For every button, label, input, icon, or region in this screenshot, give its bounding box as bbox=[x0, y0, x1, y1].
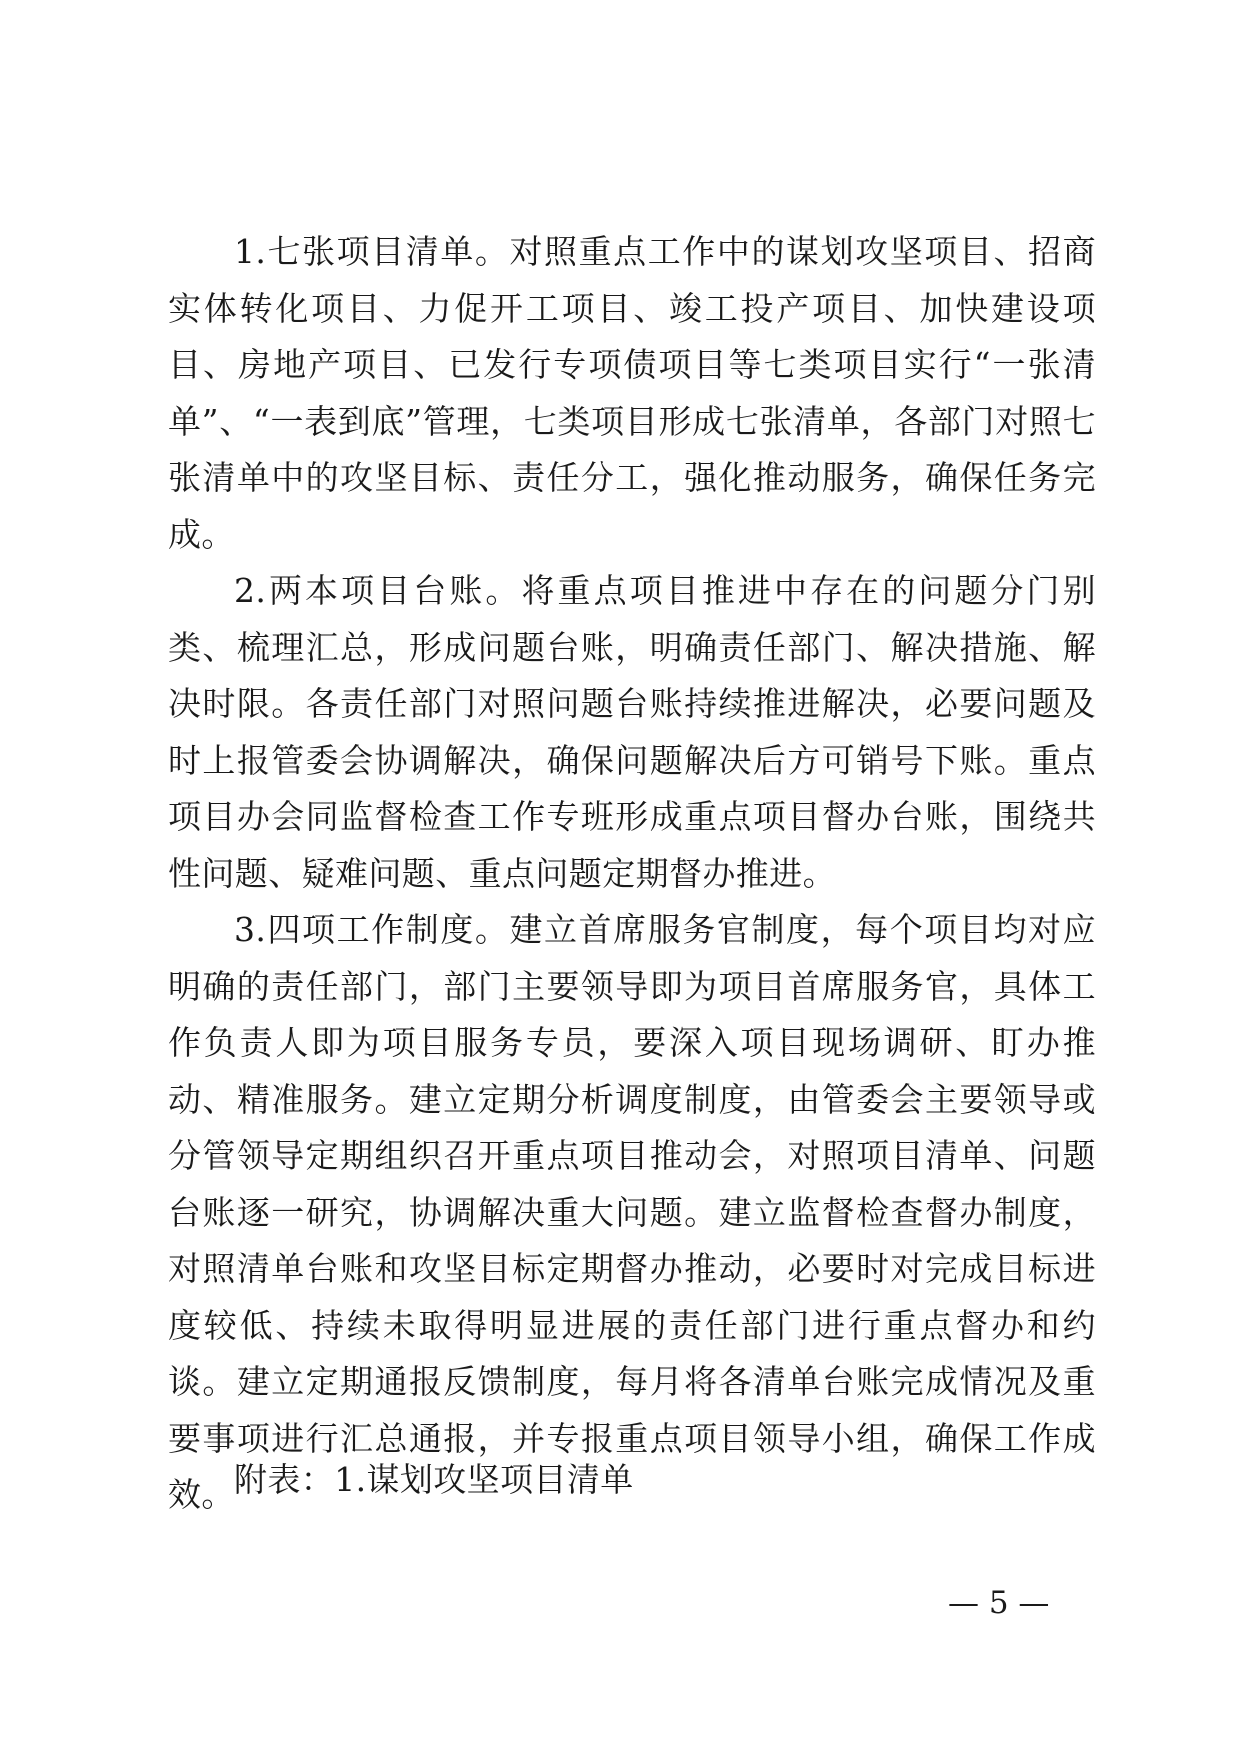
paragraph-project-lists: 1.七张项目清单。对照重点工作中的谋划攻坚项目、招商实体转化项目、力促开工项目、竣工投产项目、加快建设项目、房地产项目、已发行专项债项目等七类项目实行“一张清单”、“一表到底”管理，七类项目形成七张清单，各部门对照七张清单中的攻坚目标、责任分工，强化推动服务，确保任务完成。 bbox=[168, 232, 1096, 554]
body-text bbox=[168, 224, 1096, 1524]
paragraph-work-systems: 3.四项工作制度。建立首席服务官制度，每个项目均对应明确的责任部门，部门主要领导即为项目首席服务官，具体工作负责人即为项目服务专员，要深入项目现场调研、盯办推动、精准服务。建立定期分析调度制度，由管委会主要领导或分管领导定期组织召开重点项目推动会，对照项目清单、问题台账逐一研究，协调解决重大问题。建立监督检查督办制度，对照清单台账和攻坚目标定期督办推动，必要时对完成目标进度较低、持续未取得明显进展的责任部门进行重点督办和约谈。建立定期通报反馈制度，每月将各清单台账完成情况及重要事项进行汇总通报，并专报重点项目领导小组，确保工作成效。 bbox=[168, 910, 1096, 1514]
paragraph-project-ledgers: 2.两本项目台账。将重点项目推进中存在的问题分门别类、梳理汇总，形成问题台账，明确责任部门、解决措施、解决时限。各责任部门对照问题台账持续推进解决，必要问题及时上报管委会协调解决，确保问题解决后方可销号下账。重点项目办会同监督检查工作专班形成重点项目督办台账，围绕共性问题、疑难问题、重点问题定期督办推进。 bbox=[168, 571, 1096, 893]
appendix-line: 附表：1.谋划攻坚项目清单 bbox=[234, 1460, 634, 1499]
page-number: — 5 — bbox=[948, 1585, 1050, 1621]
